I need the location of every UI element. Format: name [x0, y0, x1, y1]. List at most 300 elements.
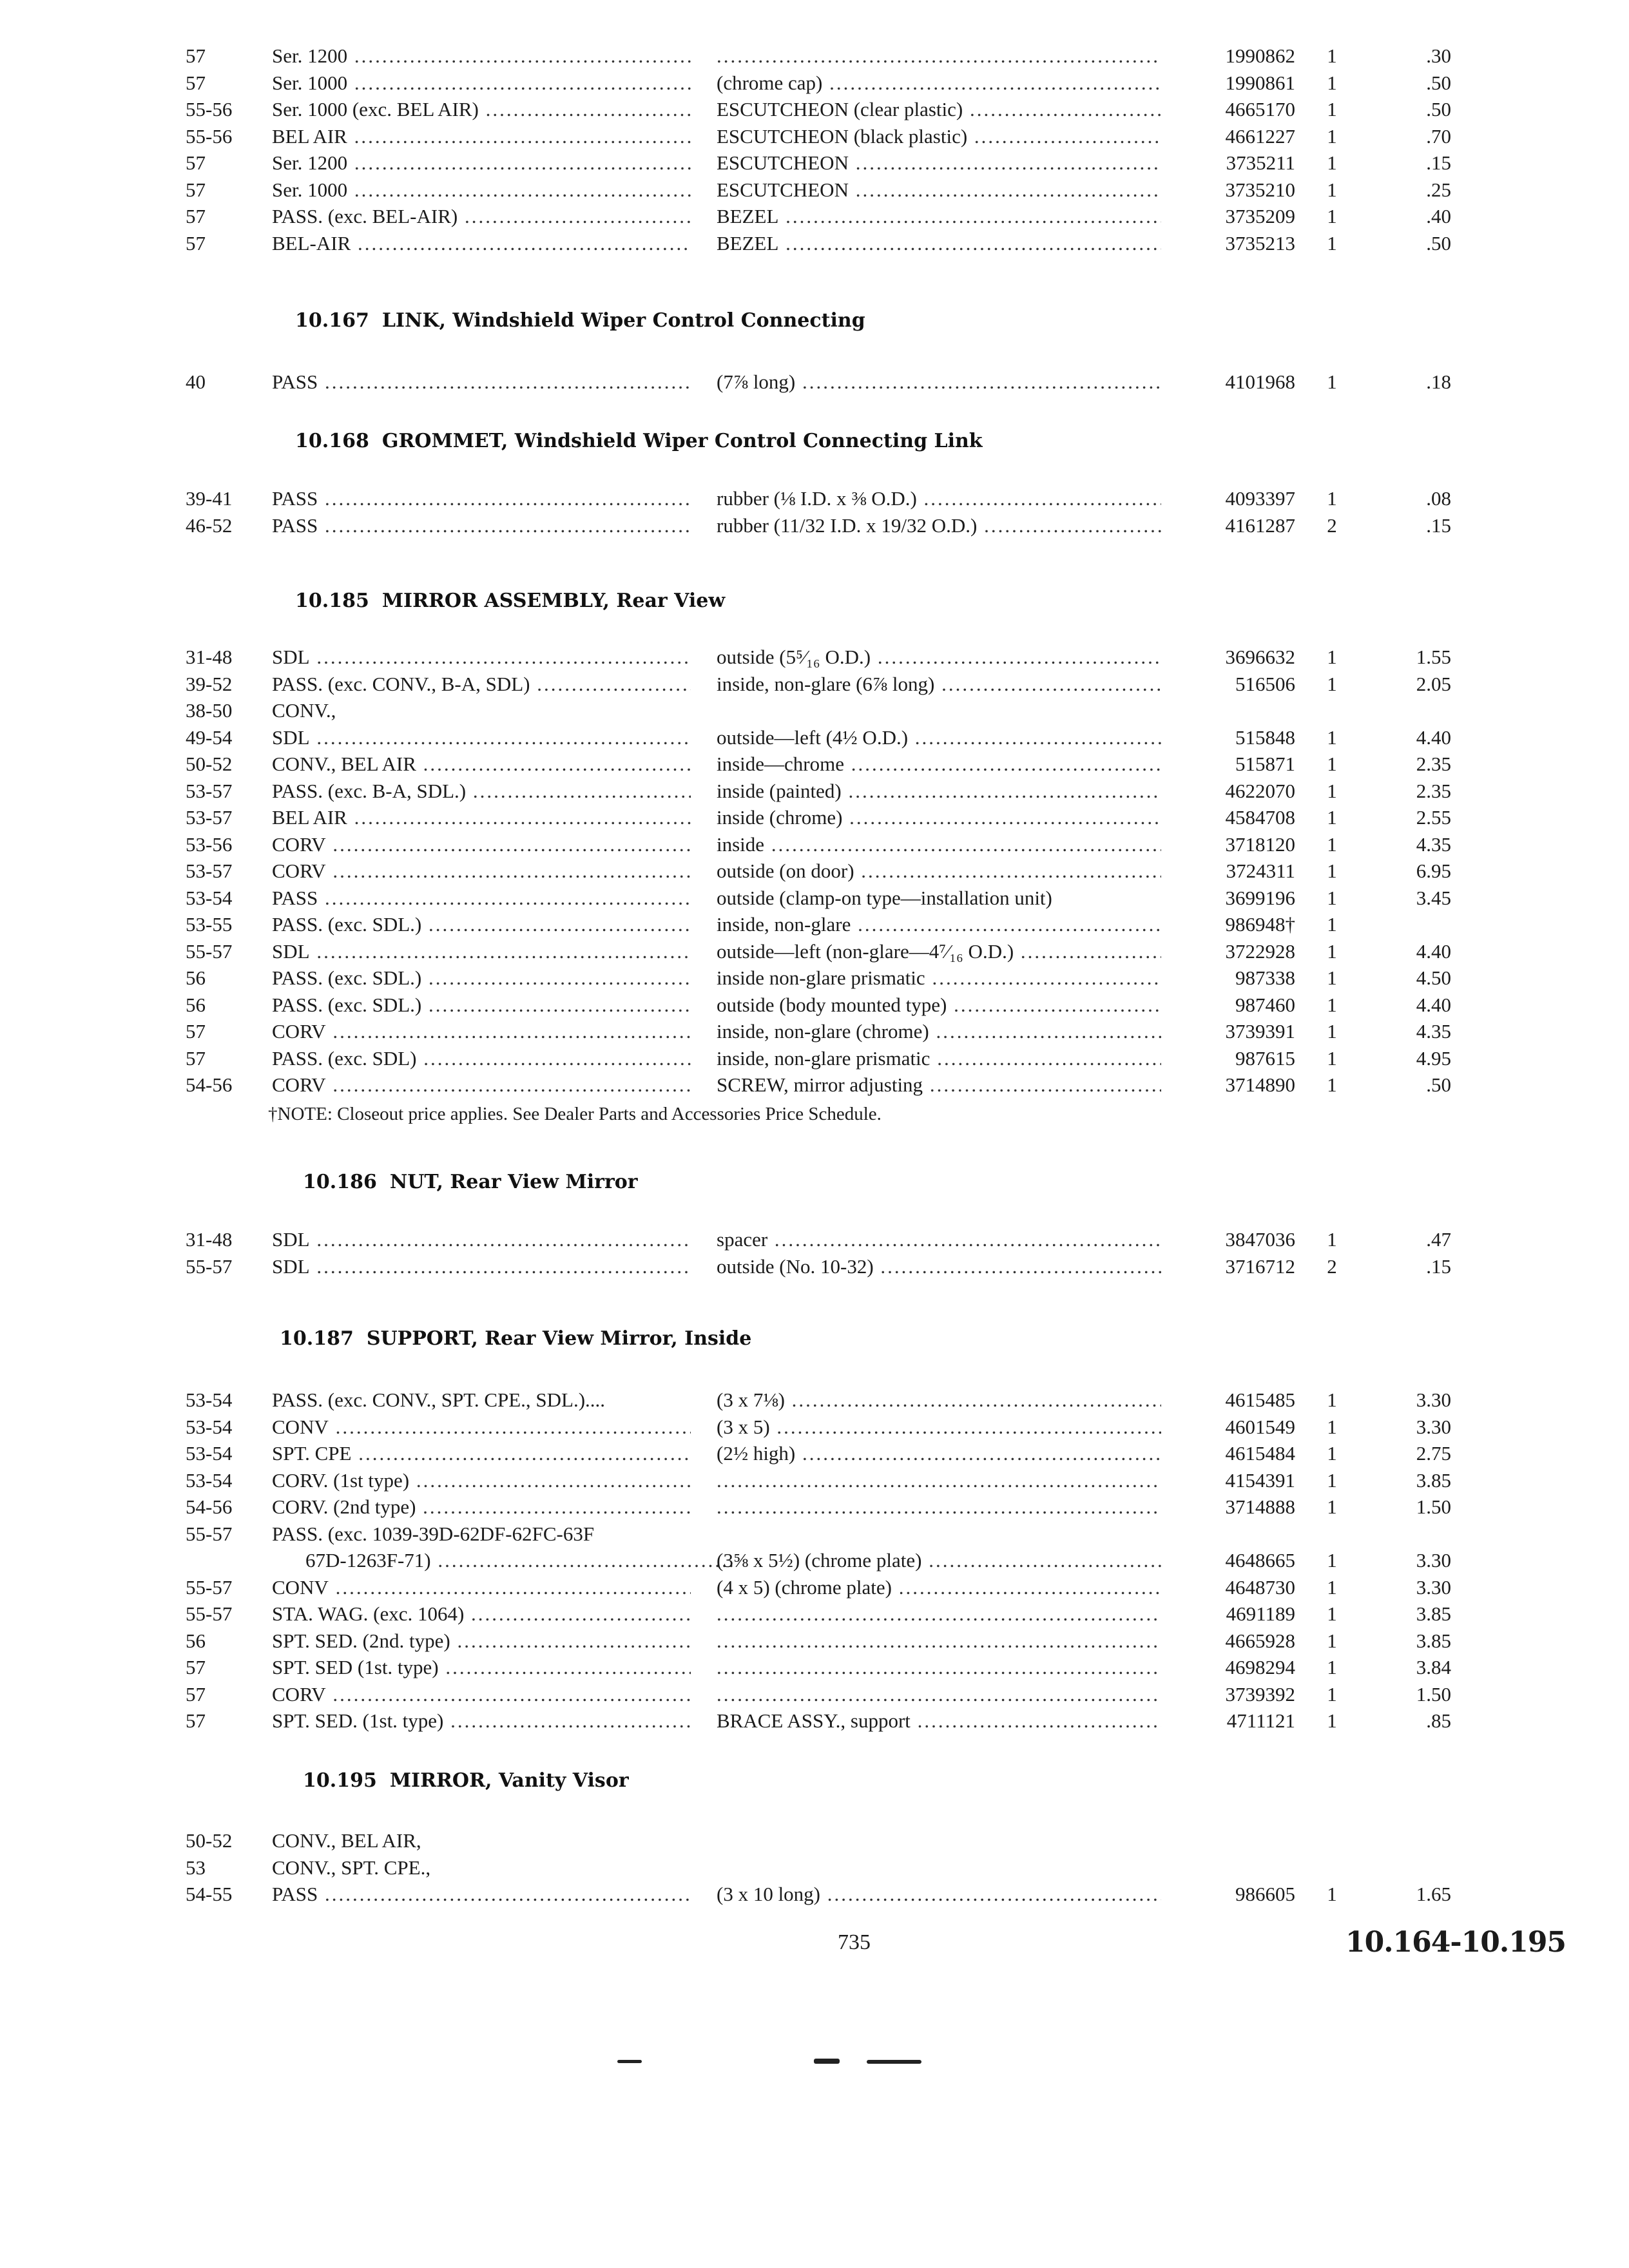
model-cell: SPT. CPE ..... — [272, 1440, 691, 1466]
model-cell: PASS. (exc. CONV., SPT. CPE., SDL.).... — [272, 1389, 606, 1411]
part-number: 986605 — [1235, 1883, 1295, 1905]
table-row — [0, 512, 1629, 539]
part-number: 3735211 — [1226, 151, 1295, 174]
model-cell: PASS ..... — [272, 369, 691, 395]
model-year: 31-48 — [186, 1228, 233, 1251]
model-cell: Ser. 1000 ..... — [272, 177, 691, 203]
price: 2.35 — [1416, 753, 1451, 775]
scan-mark — [867, 2060, 921, 2064]
section-heading: SUPPORT, Rear View Mirror, Inside — [366, 1327, 752, 1350]
quantity: 1 — [1327, 487, 1337, 510]
part-number: 987460 — [1235, 993, 1295, 1016]
description-cell: outside (5⁵⁄₁₆ O.D.) ..... — [717, 644, 1161, 670]
model-year: 57 — [186, 1046, 206, 1070]
model-year: 55-57 — [186, 1575, 233, 1599]
price: .50 — [1426, 1073, 1451, 1096]
table-row — [0, 70, 1629, 96]
quantity: 1 — [1327, 672, 1337, 695]
table-row — [0, 203, 1629, 229]
table-row — [0, 965, 1629, 991]
price: 1.50 — [1416, 1495, 1451, 1518]
price: 3.30 — [1416, 1549, 1451, 1571]
model-cell: SPT. SED (1st. type) ..... — [272, 1654, 691, 1680]
price: .15 — [1426, 1254, 1451, 1278]
model-cell: PASS. (exc. SDL.) ..... — [272, 965, 691, 991]
model-year: 57 — [186, 1656, 206, 1678]
model-year: 57 — [186, 178, 206, 201]
price: .40 — [1426, 205, 1451, 227]
scan-mark — [814, 2059, 840, 2064]
price: 2.35 — [1416, 779, 1451, 802]
section-title — [295, 588, 725, 614]
model-year: 54-56 — [186, 1495, 233, 1518]
price: 1.50 — [1416, 1682, 1451, 1706]
model-year: 53 — [186, 1856, 206, 1879]
table-row — [0, 1072, 1629, 1098]
model-cell: CONV., — [272, 699, 336, 722]
table-row — [0, 1414, 1629, 1440]
model-cell: PASS. (exc. SDL) ..... — [272, 1045, 691, 1072]
part-number: 4615485 — [1225, 1389, 1295, 1411]
model-year: 54-56 — [186, 1073, 233, 1096]
part-number: 3722928 — [1225, 939, 1295, 963]
model-cell: PASS. (exc. CONV., B-A, SDL) ..... — [272, 671, 691, 697]
price: 2.75 — [1416, 1442, 1451, 1465]
model-year: 57 — [186, 1020, 206, 1043]
description-cell: spacer ..... — [717, 1226, 1161, 1253]
part-number: 987338 — [1235, 966, 1295, 989]
price: .70 — [1426, 124, 1451, 148]
quantity: 1 — [1327, 1020, 1337, 1043]
model-year: 53-54 — [186, 1442, 233, 1465]
table-row — [0, 1547, 1629, 1573]
price: .50 — [1426, 98, 1451, 120]
description-cell: inside (painted) ..... — [717, 778, 1161, 804]
price: 2.05 — [1416, 672, 1451, 695]
model-year: 53-54 — [186, 1415, 233, 1438]
model-year: 53-55 — [186, 913, 233, 936]
quantity: 1 — [1327, 1549, 1337, 1571]
part-number: 987615 — [1235, 1046, 1295, 1070]
table-row — [0, 671, 1629, 697]
model-cell: PASS. (exc. 1039-39D-62DF-62FC-63F — [272, 1522, 595, 1545]
table-row — [0, 938, 1629, 965]
price: 6.95 — [1416, 860, 1451, 882]
model-cell: PASS. (exc. B-A, SDL.) ..... — [272, 778, 691, 804]
part-number: 4691189 — [1226, 1602, 1295, 1625]
table-row — [0, 485, 1629, 512]
part-number: 4101968 — [1225, 370, 1295, 393]
price: 3.84 — [1416, 1656, 1451, 1678]
quantity: 1 — [1327, 71, 1337, 94]
price: .18 — [1426, 370, 1451, 393]
model-year: 56 — [186, 1629, 206, 1652]
quantity: 1 — [1327, 646, 1337, 668]
section-code: 10.167 — [295, 309, 369, 332]
table-row — [0, 1253, 1629, 1280]
description-cell: ESCUTCHEON ..... — [717, 177, 1161, 203]
description-cell: ESCUTCHEON (black plastic) ..... — [717, 123, 1161, 149]
table-row — [0, 804, 1629, 831]
description-cell — [717, 1654, 1161, 1680]
model-cell: CORV. (1st type) ..... — [272, 1467, 691, 1494]
description-cell: inside, non-glare (chrome) ..... — [717, 1018, 1161, 1044]
model-year: 53-57 — [186, 779, 233, 802]
description-cell — [717, 1467, 1161, 1494]
table-row — [0, 644, 1629, 670]
section-heading: NUT, Rear View Mirror — [389, 1171, 638, 1193]
description-cell — [717, 1494, 1161, 1520]
quantity: 1 — [1327, 98, 1337, 120]
price: 1.65 — [1416, 1883, 1451, 1905]
description-cell: inside, non-glare ..... — [717, 911, 1161, 937]
model-cell: SDL ..... — [272, 1226, 691, 1253]
model-year: 56 — [186, 993, 206, 1016]
part-number: 3699196 — [1225, 886, 1295, 909]
section-code: 10.195 — [303, 1769, 377, 1792]
page-number: 735 — [838, 1930, 871, 1954]
model-cell: SDL ..... — [272, 644, 691, 670]
table-row — [0, 230, 1629, 256]
price: 4.35 — [1416, 832, 1451, 856]
part-number: 3714890 — [1225, 1073, 1295, 1096]
description-cell: BRACE ASSY., support ..... — [717, 1707, 1161, 1734]
price: .85 — [1426, 1709, 1451, 1732]
table-row — [0, 858, 1629, 884]
part-number: 3714888 — [1225, 1495, 1295, 1518]
price: 1.55 — [1416, 646, 1451, 668]
description-cell: rubber (⅛ I.D. x ⅜ O.D.) ..... — [717, 485, 1161, 512]
section-code: 10.186 — [303, 1171, 377, 1193]
quantity: 1 — [1327, 913, 1337, 936]
model-cell: CORV ..... — [272, 858, 691, 884]
model-cell: CORV ..... — [272, 1018, 691, 1044]
price: 3.45 — [1416, 886, 1451, 909]
model-year: 57 — [186, 44, 206, 67]
part-number: 4665170 — [1225, 98, 1295, 120]
quantity: 1 — [1327, 1415, 1337, 1438]
part-number: 4648665 — [1225, 1549, 1295, 1571]
quantity: 1 — [1327, 205, 1337, 227]
table-row — [0, 1654, 1629, 1680]
model-year: 40 — [186, 370, 206, 393]
quantity: 1 — [1327, 993, 1337, 1016]
quantity: 1 — [1327, 1228, 1337, 1251]
model-cell: CONV ..... — [272, 1574, 691, 1600]
part-number: 4584708 — [1225, 806, 1295, 829]
scan-mark — [617, 2060, 642, 2063]
table-row — [0, 1881, 1629, 1907]
part-number: 4161287 — [1225, 514, 1295, 537]
model-cell: BEL AIR ..... — [272, 804, 691, 831]
description-cell: inside—chrome ..... — [717, 751, 1161, 777]
part-number: 3735209 — [1225, 205, 1295, 227]
description-cell: inside, non-glare (6⅞ long) ..... — [717, 671, 1161, 697]
part-number: 516506 — [1235, 672, 1295, 695]
part-number: 3735213 — [1225, 231, 1295, 255]
table-row — [0, 1494, 1629, 1520]
part-number: 4661227 — [1225, 124, 1295, 148]
price: 4.40 — [1416, 939, 1451, 963]
description-cell — [717, 1628, 1161, 1654]
part-number: 3696632 — [1225, 646, 1295, 668]
model-year: 39-41 — [186, 487, 233, 510]
part-number: 3724311 — [1226, 860, 1295, 882]
model-year: 57 — [186, 1709, 206, 1732]
model-year: 39-52 — [186, 672, 233, 695]
quantity: 1 — [1327, 753, 1337, 775]
model-year: 55-56 — [186, 124, 233, 148]
model-year: 53-54 — [186, 1389, 233, 1411]
model-cell: BEL AIR ..... — [272, 123, 691, 149]
model-cell: 67D-1263F-71) ..... — [305, 1547, 733, 1573]
quantity: 1 — [1327, 1602, 1337, 1625]
part-number: 3847036 — [1225, 1228, 1295, 1251]
model-cell: PASS ..... — [272, 1881, 691, 1907]
description-cell: outside—left (non-glare—4⁷⁄₁₆ O.D.) ..... — [717, 938, 1161, 965]
section-range: 10.164-10.195 — [1345, 1926, 1566, 1959]
description-cell: (4 x 5) (chrome plate) ..... — [717, 1574, 1161, 1600]
price: .15 — [1426, 514, 1451, 537]
table-row — [0, 1827, 1629, 1854]
model-cell: SDL ..... — [272, 938, 691, 965]
quantity: 1 — [1327, 124, 1337, 148]
description-cell: ESCUTCHEON ..... — [717, 149, 1161, 176]
table-row — [0, 1018, 1629, 1044]
price: 3.85 — [1416, 1629, 1451, 1652]
model-cell: PASS ..... — [272, 885, 691, 911]
section-title — [280, 1326, 751, 1352]
model-cell: PASS ..... — [272, 485, 691, 512]
price: .25 — [1426, 178, 1451, 201]
table-row — [0, 123, 1629, 149]
table-row — [0, 885, 1629, 911]
quantity: 1 — [1327, 832, 1337, 856]
quantity: 1 — [1327, 178, 1337, 201]
description-cell: inside non-glare prismatic ..... — [717, 965, 1161, 991]
price: .15 — [1426, 151, 1451, 174]
quantity: 1 — [1327, 1883, 1337, 1905]
part-number: 3735210 — [1225, 178, 1295, 201]
model-year: 56 — [186, 966, 206, 989]
model-year: 57 — [186, 231, 206, 255]
description-cell: outside (clamp-on type—installation unit) — [717, 886, 1052, 909]
section-heading: MIRROR, Vanity Visor — [389, 1769, 629, 1792]
price: 4.35 — [1416, 1020, 1451, 1043]
part-number: 3716712 — [1225, 1254, 1295, 1278]
table-row — [0, 1707, 1629, 1734]
model-year: 53-57 — [186, 806, 233, 829]
part-number: 3718120 — [1225, 832, 1295, 856]
model-year: 55-57 — [186, 939, 233, 963]
quantity: 1 — [1327, 886, 1337, 909]
model-cell: Ser. 1200 ..... — [272, 43, 691, 69]
part-number: 515848 — [1235, 726, 1295, 749]
quantity: 1 — [1327, 1468, 1337, 1492]
quantity: 1 — [1327, 370, 1337, 393]
description-cell: BEZEL ..... — [717, 203, 1161, 229]
model-cell: STA. WAG. (exc. 1064) ..... — [272, 1600, 691, 1627]
table-row — [0, 96, 1629, 122]
price: .47 — [1426, 1228, 1451, 1251]
description-cell: inside ..... — [717, 831, 1161, 858]
table-row — [0, 724, 1629, 751]
model-cell: PASS ..... — [272, 512, 691, 539]
model-year: 50-52 — [186, 1829, 233, 1852]
quantity: 1 — [1327, 1709, 1337, 1732]
table-row — [0, 149, 1629, 176]
description-cell: (2½ high) ..... — [717, 1440, 1161, 1466]
table-row — [0, 1681, 1629, 1707]
part-number: 4711121 — [1226, 1709, 1295, 1732]
part-number: 1990862 — [1225, 44, 1295, 67]
model-cell: SPT. SED. (1st. type) ..... — [272, 1707, 691, 1734]
model-year: 53-54 — [186, 886, 233, 909]
model-year: 53-57 — [186, 860, 233, 882]
description-cell: SCREW, mirror adjusting ..... — [717, 1072, 1161, 1098]
table-row — [0, 1521, 1629, 1547]
quantity: 1 — [1327, 966, 1337, 989]
description-cell: (3 x 5) ..... — [717, 1414, 1161, 1440]
price: 4.95 — [1416, 1046, 1451, 1070]
model-cell: PASS. (exc. SDL.) ..... — [272, 992, 691, 1018]
table-row — [0, 43, 1629, 69]
table-row — [0, 831, 1629, 858]
description-cell: outside (No. 10-32) ..... — [717, 1253, 1161, 1280]
model-year: 57 — [186, 205, 206, 227]
table-row — [0, 778, 1629, 804]
section-title — [303, 1768, 629, 1794]
model-cell: CONV ..... — [272, 1414, 691, 1440]
description-cell — [717, 43, 1161, 69]
model-year: 53-54 — [186, 1468, 233, 1492]
model-cell: CORV. (2nd type) ..... — [272, 1494, 691, 1520]
quantity: 1 — [1327, 1389, 1337, 1411]
quantity: 1 — [1327, 860, 1337, 882]
part-number: 3739392 — [1225, 1682, 1295, 1706]
footnote: †NOTE: Closeout price applies. See Dealer Parts and Accessories Price Schedule. — [268, 1103, 882, 1124]
price: 3.30 — [1416, 1415, 1451, 1438]
model-year: 50-52 — [186, 753, 233, 775]
description-cell: outside (body mounted type) ..... — [717, 992, 1161, 1018]
model-cell: CORV ..... — [272, 1681, 691, 1707]
description-cell: (chrome cap) ..... — [717, 70, 1161, 96]
table-row — [0, 1387, 1629, 1413]
quantity: 1 — [1327, 1629, 1337, 1652]
model-year: 49-54 — [186, 726, 233, 749]
table-row — [0, 177, 1629, 203]
quantity: 2 — [1327, 1254, 1337, 1278]
section-title — [303, 1169, 638, 1195]
section-heading: MIRROR ASSEMBLY, Rear View — [381, 590, 726, 612]
part-number: 515871 — [1235, 753, 1295, 775]
model-year: 55-57 — [186, 1254, 233, 1278]
section-code: 10.168 — [295, 430, 369, 452]
model-cell: CONV., BEL AIR ..... — [272, 751, 691, 777]
description-cell: ESCUTCHEON (clear plastic) ..... — [717, 96, 1161, 122]
model-cell: Ser. 1000 (exc. BEL AIR) ..... — [272, 96, 691, 122]
table-row — [0, 751, 1629, 777]
model-cell: CORV ..... — [272, 1072, 691, 1098]
quantity: 1 — [1327, 1575, 1337, 1599]
price: .50 — [1426, 71, 1451, 94]
part-number: 4698294 — [1225, 1656, 1295, 1678]
model-cell: PASS. (exc. BEL-AIR) ..... — [272, 203, 691, 229]
model-year: 31-48 — [186, 646, 233, 668]
price: 3.30 — [1416, 1575, 1451, 1599]
part-number: 4622070 — [1225, 779, 1295, 802]
model-cell: Ser. 1000 ..... — [272, 70, 691, 96]
table-row — [0, 992, 1629, 1018]
model-year: 38-50 — [186, 699, 233, 722]
model-cell: PASS. (exc. SDL.) ..... — [272, 911, 691, 937]
section-heading: GROMMET, Windshield Wiper Control Connecting Link — [381, 430, 983, 452]
section-heading: LINK, Windshield Wiper Control Connecting — [381, 309, 865, 332]
description-cell: BEZEL ..... — [717, 230, 1161, 256]
description-cell: (3 x 7⅛) ..... — [717, 1387, 1161, 1413]
price: 4.40 — [1416, 993, 1451, 1016]
price: .50 — [1426, 231, 1451, 255]
model-year: 53-56 — [186, 832, 233, 856]
table-row — [0, 369, 1629, 395]
description-cell: rubber (11/32 I.D. x 19/32 O.D.) ..... — [717, 512, 1161, 539]
section-title — [295, 308, 865, 334]
model-year: 55-57 — [186, 1602, 233, 1625]
quantity: 1 — [1327, 806, 1337, 829]
model-year: 57 — [186, 71, 206, 94]
table-row — [0, 1600, 1629, 1627]
quantity: 1 — [1327, 1495, 1337, 1518]
table-row — [0, 1467, 1629, 1494]
model-cell: CONV., BEL AIR, — [272, 1829, 421, 1852]
price: 3.85 — [1416, 1602, 1451, 1625]
price: 3.30 — [1416, 1389, 1451, 1411]
price: .30 — [1426, 44, 1451, 67]
quantity: 2 — [1327, 514, 1337, 537]
description-cell: (3 x 10 long) ..... — [717, 1881, 1161, 1907]
description-cell: (3⅝ x 5½) (chrome plate) ..... — [717, 1547, 1161, 1573]
description-cell: outside (on door) ..... — [717, 858, 1161, 884]
part-number: 4665928 — [1225, 1629, 1295, 1652]
price: 4.40 — [1416, 726, 1451, 749]
part-number: 4648730 — [1225, 1575, 1295, 1599]
model-cell: SPT. SED. (2nd. type) ..... — [272, 1628, 691, 1654]
part-number: 3739391 — [1225, 1020, 1295, 1043]
model-year: 57 — [186, 1682, 206, 1706]
table-row — [0, 697, 1629, 724]
table-row — [0, 1628, 1629, 1654]
quantity: 1 — [1327, 1682, 1337, 1706]
quantity: 1 — [1327, 779, 1337, 802]
model-year: 55-57 — [186, 1522, 233, 1545]
table-row — [0, 1574, 1629, 1600]
table-row — [0, 1854, 1629, 1881]
quantity: 1 — [1327, 151, 1337, 174]
model-cell: SDL ..... — [272, 1253, 691, 1280]
quantity: 1 — [1327, 726, 1337, 749]
part-number: 4154391 — [1225, 1468, 1295, 1492]
section-title — [295, 428, 983, 454]
quantity: 1 — [1327, 231, 1337, 255]
description-cell — [717, 1681, 1161, 1707]
part-number: 4615484 — [1225, 1442, 1295, 1465]
part-number: 1990861 — [1225, 71, 1295, 94]
model-cell: CONV., SPT. CPE., — [272, 1856, 431, 1879]
quantity: 1 — [1327, 1442, 1337, 1465]
model-cell: Ser. 1200 ..... — [272, 149, 691, 176]
price: 4.50 — [1416, 966, 1451, 989]
quantity: 1 — [1327, 44, 1337, 67]
